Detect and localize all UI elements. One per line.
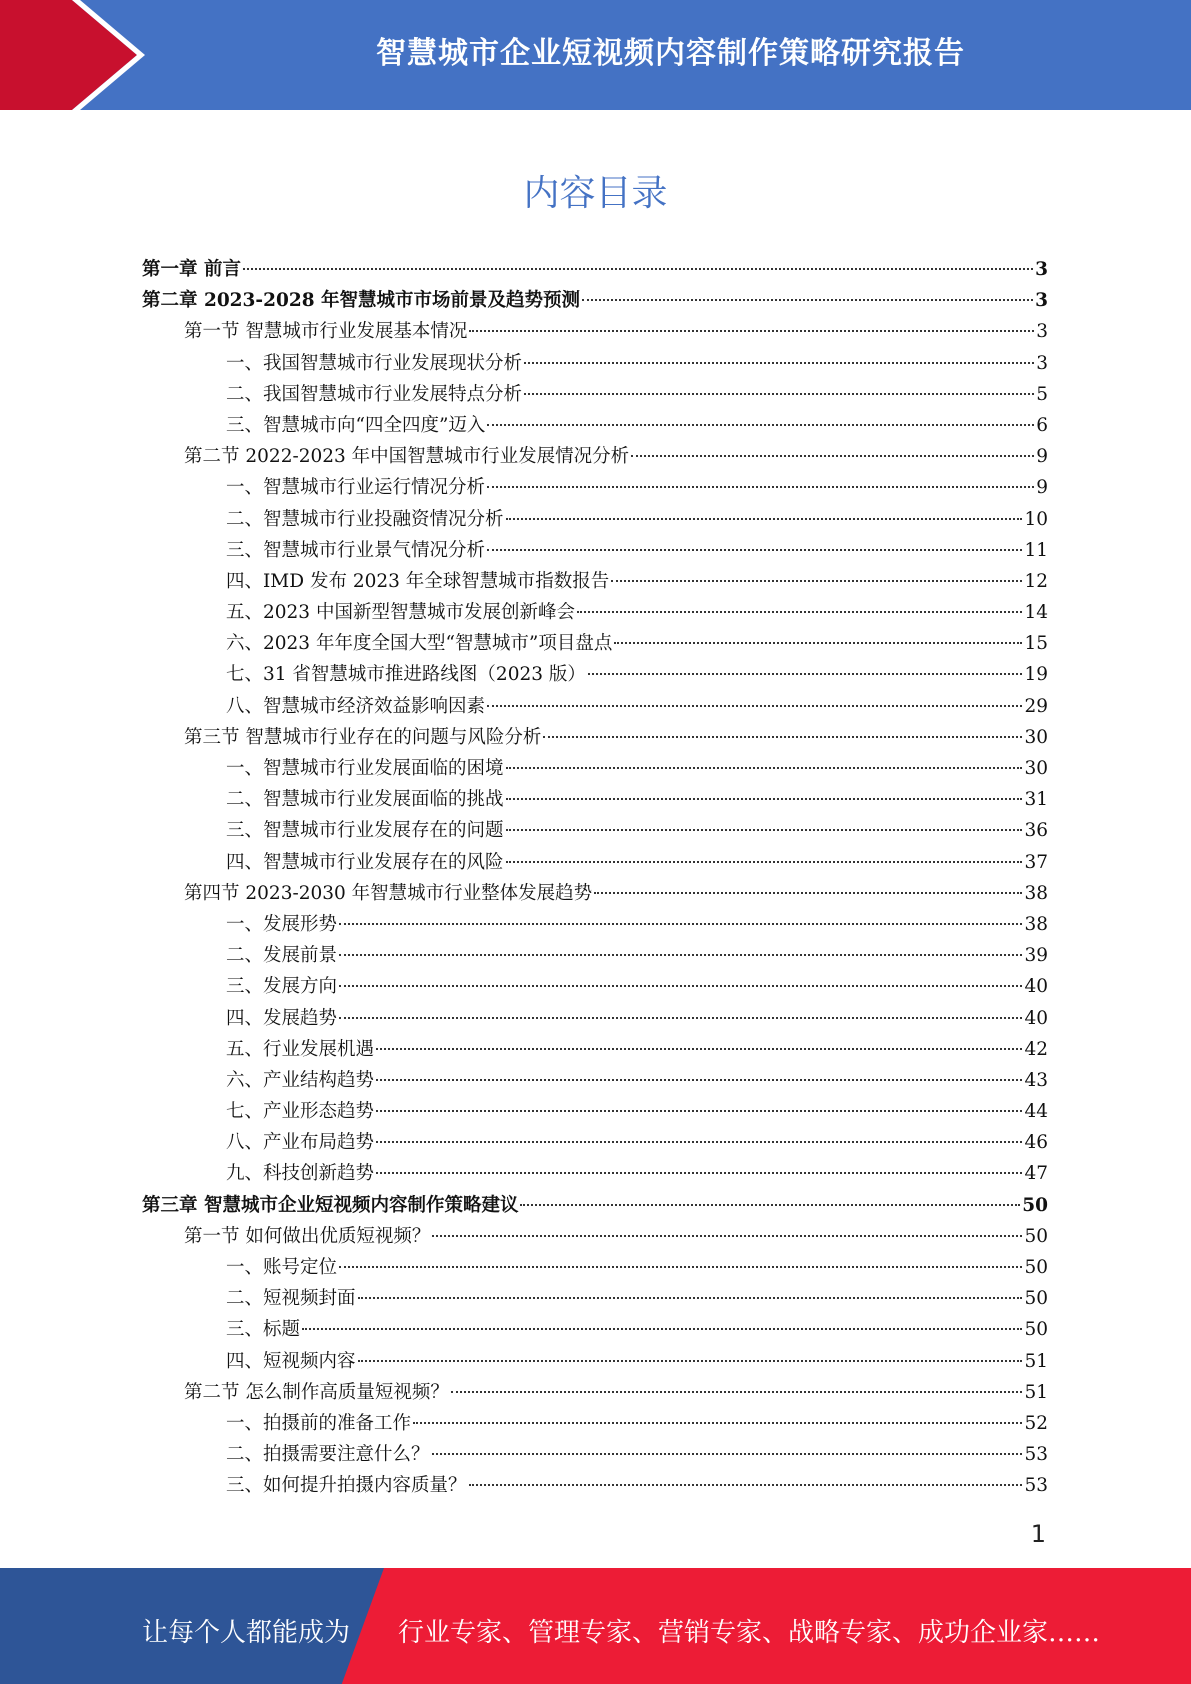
footer-banner bbox=[0, 1568, 1191, 1684]
toc-entry-page: 42 bbox=[1024, 1038, 1048, 1060]
toc-entry-page: 9 bbox=[1036, 477, 1048, 499]
toc-entry[interactable] bbox=[142, 784, 1048, 815]
toc-entry-label: 七、31 省智慧城市推进路线图（2023 版） bbox=[226, 664, 586, 686]
toc-leader-dots bbox=[376, 1048, 1022, 1050]
toc-entry-label: 三、标题 bbox=[226, 1319, 301, 1341]
toc-leader-dots bbox=[358, 1297, 1023, 1299]
toc-leader-dots bbox=[614, 642, 1022, 644]
toc-leader-dots bbox=[524, 393, 1034, 395]
report-title: 智慧城市企业短视频内容制作策略研究报告 bbox=[376, 36, 965, 71]
toc-entry-label: 一、拍摄前的准备工作 bbox=[226, 1412, 412, 1434]
toc-entry[interactable] bbox=[142, 847, 1048, 878]
toc-entry-label: 六、2023 年年度全国大型“智慧城市”项目盘点 bbox=[226, 633, 613, 655]
toc-entry-page: 3 bbox=[1035, 290, 1048, 312]
toc-leader-dots bbox=[577, 611, 1022, 613]
toc-entry-label: 四、IMD 发布 2023 年全球智慧城市指数报告 bbox=[226, 570, 610, 592]
toc-leader-dots bbox=[506, 767, 1023, 769]
toc-leader-dots bbox=[376, 1141, 1022, 1143]
toc-entry[interactable] bbox=[142, 1283, 1048, 1314]
toc-entry[interactable] bbox=[142, 285, 1048, 316]
toc-leader-dots bbox=[469, 330, 1034, 332]
toc-entry-page: 30 bbox=[1024, 758, 1048, 779]
toc-leader-dots bbox=[611, 580, 1022, 582]
toc-entry-page: 5 bbox=[1036, 383, 1048, 405]
toc-entry[interactable] bbox=[142, 1252, 1048, 1283]
toc-entry-label: 八、智慧城市经济效益影响因素 bbox=[226, 695, 486, 717]
toc-entry-label: 第一节 如何做出优质短视频？ bbox=[184, 1225, 431, 1247]
footer-slogan: 让每个人都能成为 bbox=[142, 1618, 351, 1648]
toc-entry[interactable] bbox=[142, 348, 1048, 379]
toc-leader-dots bbox=[376, 1079, 1022, 1081]
toc-entry-label: 二、发展前景 bbox=[226, 945, 338, 967]
toc-leader-dots bbox=[413, 1422, 1022, 1424]
toc-entry-page: 15 bbox=[1024, 633, 1048, 655]
toc-leader-dots bbox=[631, 455, 1034, 457]
toc-leader-dots bbox=[243, 268, 1033, 270]
toc-entry-label: 第二节 怎么制作高质量短视频？ bbox=[184, 1381, 449, 1403]
toc-entry-page: 52 bbox=[1024, 1412, 1048, 1434]
toc-leader-dots bbox=[520, 1204, 1020, 1206]
toc-leader-dots bbox=[432, 1235, 1022, 1237]
toc-entry-page: 9 bbox=[1036, 446, 1048, 468]
toc-entry-page: 38 bbox=[1024, 882, 1048, 904]
toc-entry-label: 五、行业发展机遇 bbox=[226, 1038, 375, 1060]
toc-entry[interactable] bbox=[142, 1470, 1048, 1501]
toc-leader-dots bbox=[469, 1484, 1023, 1486]
toc-entry[interactable] bbox=[142, 1034, 1048, 1065]
toc-entry[interactable] bbox=[142, 659, 1048, 690]
toc-entry-label: 二、拍摄需要注意什么？ bbox=[226, 1444, 430, 1466]
toc-entry[interactable] bbox=[142, 1377, 1048, 1408]
toc-entry[interactable] bbox=[142, 1439, 1048, 1470]
toc-entry[interactable] bbox=[142, 535, 1048, 566]
toc-entry-page: 50 bbox=[1022, 1194, 1048, 1216]
toc-entry[interactable] bbox=[142, 1221, 1048, 1252]
toc-entry[interactable] bbox=[142, 1314, 1048, 1345]
toc-leader-dots bbox=[339, 954, 1022, 956]
toc-entry-label: 四、智慧城市行业发展存在的风险 bbox=[226, 851, 504, 873]
toc-entry-page: 53 bbox=[1024, 1444, 1048, 1466]
toc-leader-dots bbox=[376, 1110, 1022, 1112]
toc-entry-label: 三、如何提升拍摄内容质量？ bbox=[226, 1475, 467, 1497]
toc-entry-page: 40 bbox=[1024, 1007, 1048, 1029]
toc-entry-label: 三、智慧城市向“四全四度”迈入 bbox=[226, 414, 486, 436]
toc-entry[interactable] bbox=[142, 1003, 1048, 1034]
toc-entry[interactable] bbox=[142, 909, 1048, 940]
toc-entry-page: 29 bbox=[1024, 695, 1048, 717]
toc-leader-dots bbox=[506, 518, 1023, 520]
toc-entry[interactable] bbox=[142, 379, 1048, 410]
toc-entry-page: 6 bbox=[1036, 414, 1048, 436]
toc-leader-dots bbox=[543, 736, 1022, 738]
toc-entry-page: 19 bbox=[1024, 664, 1048, 686]
toc-entry-label: 第一节 智慧城市行业发展基本情况 bbox=[184, 321, 468, 343]
toc-entry-page: 51 bbox=[1024, 1381, 1048, 1403]
toc-leader-dots bbox=[487, 486, 1034, 488]
toc-entry[interactable] bbox=[142, 1065, 1048, 1096]
toc-entry[interactable] bbox=[142, 254, 1048, 285]
toc-entry[interactable] bbox=[142, 628, 1048, 659]
toc-entry[interactable] bbox=[142, 597, 1048, 628]
toc-entry-label: 六、产业结构趋势 bbox=[226, 1069, 375, 1091]
toc-entry[interactable] bbox=[142, 940, 1048, 971]
toc-entry-page: 3 bbox=[1035, 259, 1048, 280]
toc-entry-page: 43 bbox=[1024, 1069, 1048, 1091]
toc-entry-label: 第二节 2022-2023 年中国智慧城市行业发展情况分析 bbox=[184, 446, 630, 468]
toc-entry-page: 50 bbox=[1024, 1257, 1048, 1278]
toc-entry-page: 50 bbox=[1024, 1225, 1048, 1247]
toc-leader-dots bbox=[451, 1391, 1023, 1393]
toc-entry-label: 五、2023 中国新型智慧城市发展创新峰会 bbox=[226, 602, 575, 624]
toc-entry-label: 四、短视频内容 bbox=[226, 1350, 356, 1372]
table-of-contents bbox=[142, 254, 1048, 1502]
toc-entry-label: 第四节 2023-2030 年智慧城市行业整体发展趋势 bbox=[184, 882, 593, 904]
toc-entry[interactable] bbox=[142, 472, 1048, 503]
toc-entry-label: 第三节 智慧城市行业存在的问题与风险分析 bbox=[184, 726, 542, 748]
toc-entry-page: 51 bbox=[1024, 1350, 1048, 1372]
toc-entry[interactable] bbox=[142, 1096, 1048, 1127]
toc-entry-label: 第一章 前言 bbox=[142, 259, 241, 280]
toc-entry-label: 四、发展趋势 bbox=[226, 1007, 338, 1029]
toc-entry[interactable] bbox=[142, 815, 1048, 846]
toc-entry-label: 九、科技创新趋势 bbox=[226, 1163, 375, 1185]
toc-entry[interactable] bbox=[142, 441, 1048, 472]
toc-leader-dots bbox=[358, 1360, 1023, 1362]
page-number: 1 bbox=[1030, 1520, 1046, 1548]
toc-entry-page: 14 bbox=[1024, 602, 1048, 624]
toc-leader-dots bbox=[339, 1017, 1022, 1019]
toc-entry[interactable] bbox=[142, 753, 1048, 784]
toc-entry-page: 3 bbox=[1036, 352, 1048, 374]
toc-entry-page: 11 bbox=[1024, 539, 1048, 561]
toc-entry-page: 50 bbox=[1024, 1288, 1048, 1310]
toc-entry[interactable] bbox=[142, 722, 1048, 753]
toc-entry-page: 38 bbox=[1024, 913, 1048, 935]
toc-entry-page: 44 bbox=[1024, 1101, 1048, 1123]
toc-entry[interactable] bbox=[142, 1158, 1048, 1189]
toc-entry-page: 47 bbox=[1024, 1163, 1048, 1185]
toc-entry-page: 39 bbox=[1024, 945, 1048, 967]
toc-entry-page: 50 bbox=[1024, 1319, 1048, 1341]
toc-entry-page: 37 bbox=[1024, 851, 1048, 873]
toc-entry-label: 二、智慧城市行业投融资情况分析 bbox=[226, 508, 504, 530]
toc-entry-label: 三、智慧城市行业发展存在的问题 bbox=[226, 820, 504, 842]
toc-entry-label: 三、发展方向 bbox=[226, 976, 338, 998]
toc-leader-dots bbox=[339, 985, 1022, 987]
toc-leader-dots bbox=[376, 1172, 1022, 1174]
footer-roles: 行业专家、管理专家、营销专家、战略专家、成功企业家…… bbox=[398, 1618, 1101, 1648]
toc-entry-label: 一、智慧城市行业运行情况分析 bbox=[226, 477, 486, 499]
toc-entry-page: 3 bbox=[1036, 321, 1048, 343]
toc-entry[interactable] bbox=[142, 1408, 1048, 1439]
toc-leader-dots bbox=[588, 673, 1023, 675]
toc-entry[interactable] bbox=[142, 566, 1048, 597]
toc-leader-dots bbox=[487, 705, 1022, 707]
toc-entry[interactable] bbox=[142, 1190, 1048, 1221]
toc-leader-dots bbox=[594, 892, 1022, 894]
toc-entry-label: 三、智慧城市行业景气情况分析 bbox=[226, 539, 486, 561]
toc-entry-label: 第三章 智慧城市企业短视频内容制作策略建议 bbox=[142, 1194, 519, 1216]
toc-entry-label: 一、账号定位 bbox=[226, 1257, 338, 1278]
toc-entry-page: 36 bbox=[1024, 820, 1048, 842]
toc-entry[interactable] bbox=[142, 1346, 1048, 1377]
toc-leader-dots bbox=[524, 362, 1034, 364]
toc-entry[interactable] bbox=[142, 504, 1048, 535]
toc-entry-page: 12 bbox=[1024, 570, 1048, 592]
toc-entry-label: 二、我国智慧城市行业发展特点分析 bbox=[226, 383, 523, 405]
toc-entry-page: 10 bbox=[1024, 508, 1048, 530]
toc-leader-dots bbox=[302, 1328, 1022, 1330]
toc-entry[interactable] bbox=[142, 878, 1048, 909]
header-red-block bbox=[0, 0, 60, 110]
toc-entry-label: 七、产业形态趋势 bbox=[226, 1101, 375, 1123]
toc-entry-page: 40 bbox=[1024, 976, 1048, 998]
toc-leader-dots bbox=[506, 829, 1023, 831]
toc-entry[interactable] bbox=[142, 410, 1048, 441]
toc-entry[interactable] bbox=[142, 691, 1048, 722]
toc-leader-dots bbox=[582, 299, 1033, 301]
toc-entry-page: 46 bbox=[1024, 1132, 1048, 1154]
header-arrow-icon bbox=[60, 0, 150, 110]
toc-entry[interactable] bbox=[142, 971, 1048, 1002]
toc-leader-dots bbox=[339, 1266, 1022, 1268]
toc-leader-dots bbox=[487, 424, 1034, 426]
toc-entry-page: 53 bbox=[1024, 1475, 1048, 1497]
toc-leader-dots bbox=[487, 549, 1022, 551]
toc-entry[interactable] bbox=[142, 316, 1048, 347]
toc-entry-label: 一、智慧城市行业发展面临的困境 bbox=[226, 758, 504, 779]
toc-entry-label: 一、我国智慧城市行业发展现状分析 bbox=[226, 352, 523, 374]
toc-entry-page: 31 bbox=[1024, 789, 1048, 811]
toc-entry-label: 第二章 2023-2028 年智慧城市市场前景及趋势预测 bbox=[142, 290, 581, 312]
report-header bbox=[0, 0, 1191, 110]
toc-entry-label: 八、产业布局趋势 bbox=[226, 1132, 375, 1154]
toc-leader-dots bbox=[506, 861, 1023, 863]
toc-leader-dots bbox=[506, 798, 1023, 800]
toc-leader-dots bbox=[432, 1453, 1023, 1455]
toc-entry-page: 30 bbox=[1024, 726, 1048, 748]
toc-leader-dots bbox=[339, 923, 1022, 925]
toc-heading: 内容目录 bbox=[523, 173, 668, 214]
toc-entry[interactable] bbox=[142, 1127, 1048, 1158]
toc-entry-label: 一、发展形势 bbox=[226, 913, 338, 935]
toc-entry-label: 二、智慧城市行业发展面临的挑战 bbox=[226, 789, 504, 811]
toc-entry-label: 二、短视频封面 bbox=[226, 1288, 356, 1310]
